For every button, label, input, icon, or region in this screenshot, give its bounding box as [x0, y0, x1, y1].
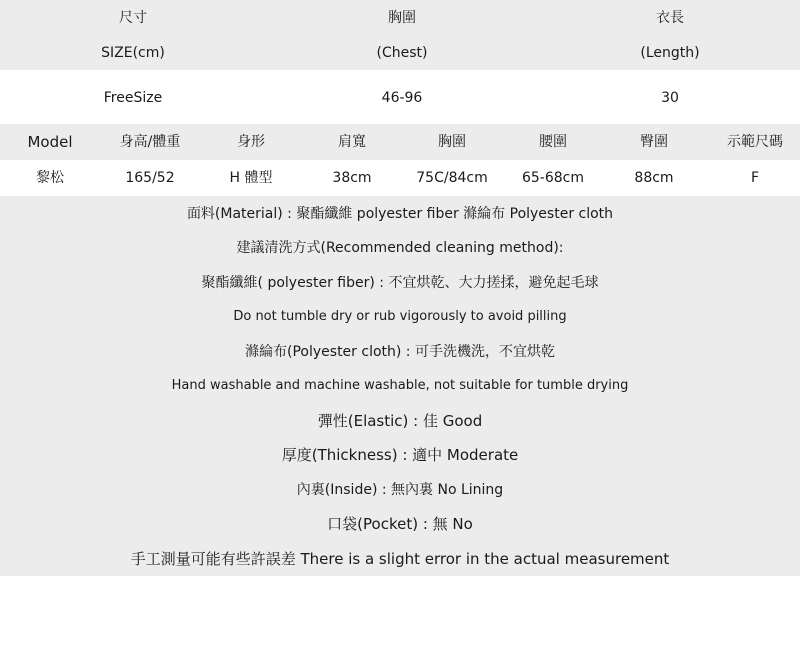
- length-value: 30: [661, 90, 679, 106]
- model-name: 黎松: [36, 170, 64, 186]
- hip-header: 臀圍: [640, 134, 668, 150]
- polyester-cloth-care-line: 滌綸布(Polyester cloth) : 可手洗機洗，不宜烘乾: [245, 344, 555, 360]
- height-weight-header: 身高/體重: [119, 134, 181, 150]
- shoulder-header: 肩寬: [338, 134, 366, 150]
- model-header: Model: [27, 133, 73, 151]
- model-table-header: [0, 124, 800, 160]
- body-shape-value: H 體型: [229, 170, 273, 186]
- product-details: [0, 196, 800, 576]
- length-header-cn: 衣長: [656, 10, 684, 26]
- polyester-cloth-care-en-line: Hand washable and machine washable, not suitable for tumble drying: [171, 378, 629, 393]
- waist-value: 65-68cm: [521, 170, 585, 186]
- size-table-row: [0, 70, 800, 124]
- height-weight-value: 165/52: [125, 170, 175, 186]
- body-shape-header: 身形: [237, 134, 265, 150]
- material-line: 面料(Material) : 聚酯纖維 polyester fiber 滌綸布 Polyester cloth: [186, 206, 614, 222]
- elastic-line: 彈性(Elastic) : 佳 Good: [317, 412, 483, 430]
- chest-value-model: 75C/84cm: [416, 170, 488, 186]
- length-header-en: (Length): [640, 45, 700, 61]
- thickness-line: 厚度(Thickness) : 適中 Moderate: [281, 446, 519, 464]
- demo-size-header: 示範尺碼: [727, 134, 783, 150]
- demo-size-value: F: [750, 170, 760, 186]
- polyester-fiber-care-en-line: Do not tumble dry or rub vigorously to avoid pilling: [233, 309, 567, 324]
- hip-value: 88cm: [634, 170, 674, 186]
- size-header-en: SIZE(cm): [101, 45, 165, 61]
- measurement-error-line: 手工測量可能有些許誤差 There is a slight error in the actual measurement: [130, 550, 670, 568]
- size-value: FreeSize: [103, 90, 163, 106]
- waist-header: 腰圍: [539, 134, 567, 150]
- size-header-cn: 尺寸: [119, 10, 147, 26]
- pocket-line: 口袋(Pocket) : 無 No: [327, 515, 473, 533]
- size-table-header: [0, 0, 800, 70]
- model-table-row: [0, 160, 800, 196]
- shoulder-value: 38cm: [332, 170, 372, 186]
- polyester-fiber-care-line: 聚酯纖維( polyester fiber) : 不宜烘乾、大力搓揉，避免起毛球: [201, 275, 599, 291]
- cleaning-method-line: 建議清洗方式(Recommended cleaning method):: [236, 240, 564, 256]
- chest-header-cn: 胸圍: [388, 10, 416, 26]
- chest-header: 胸圍: [438, 134, 466, 150]
- chest-value: 46-96: [381, 90, 423, 106]
- lining-line: 內裏(Inside) : 無內裏 No Lining: [296, 482, 504, 498]
- chest-header-en: (Chest): [376, 45, 428, 61]
